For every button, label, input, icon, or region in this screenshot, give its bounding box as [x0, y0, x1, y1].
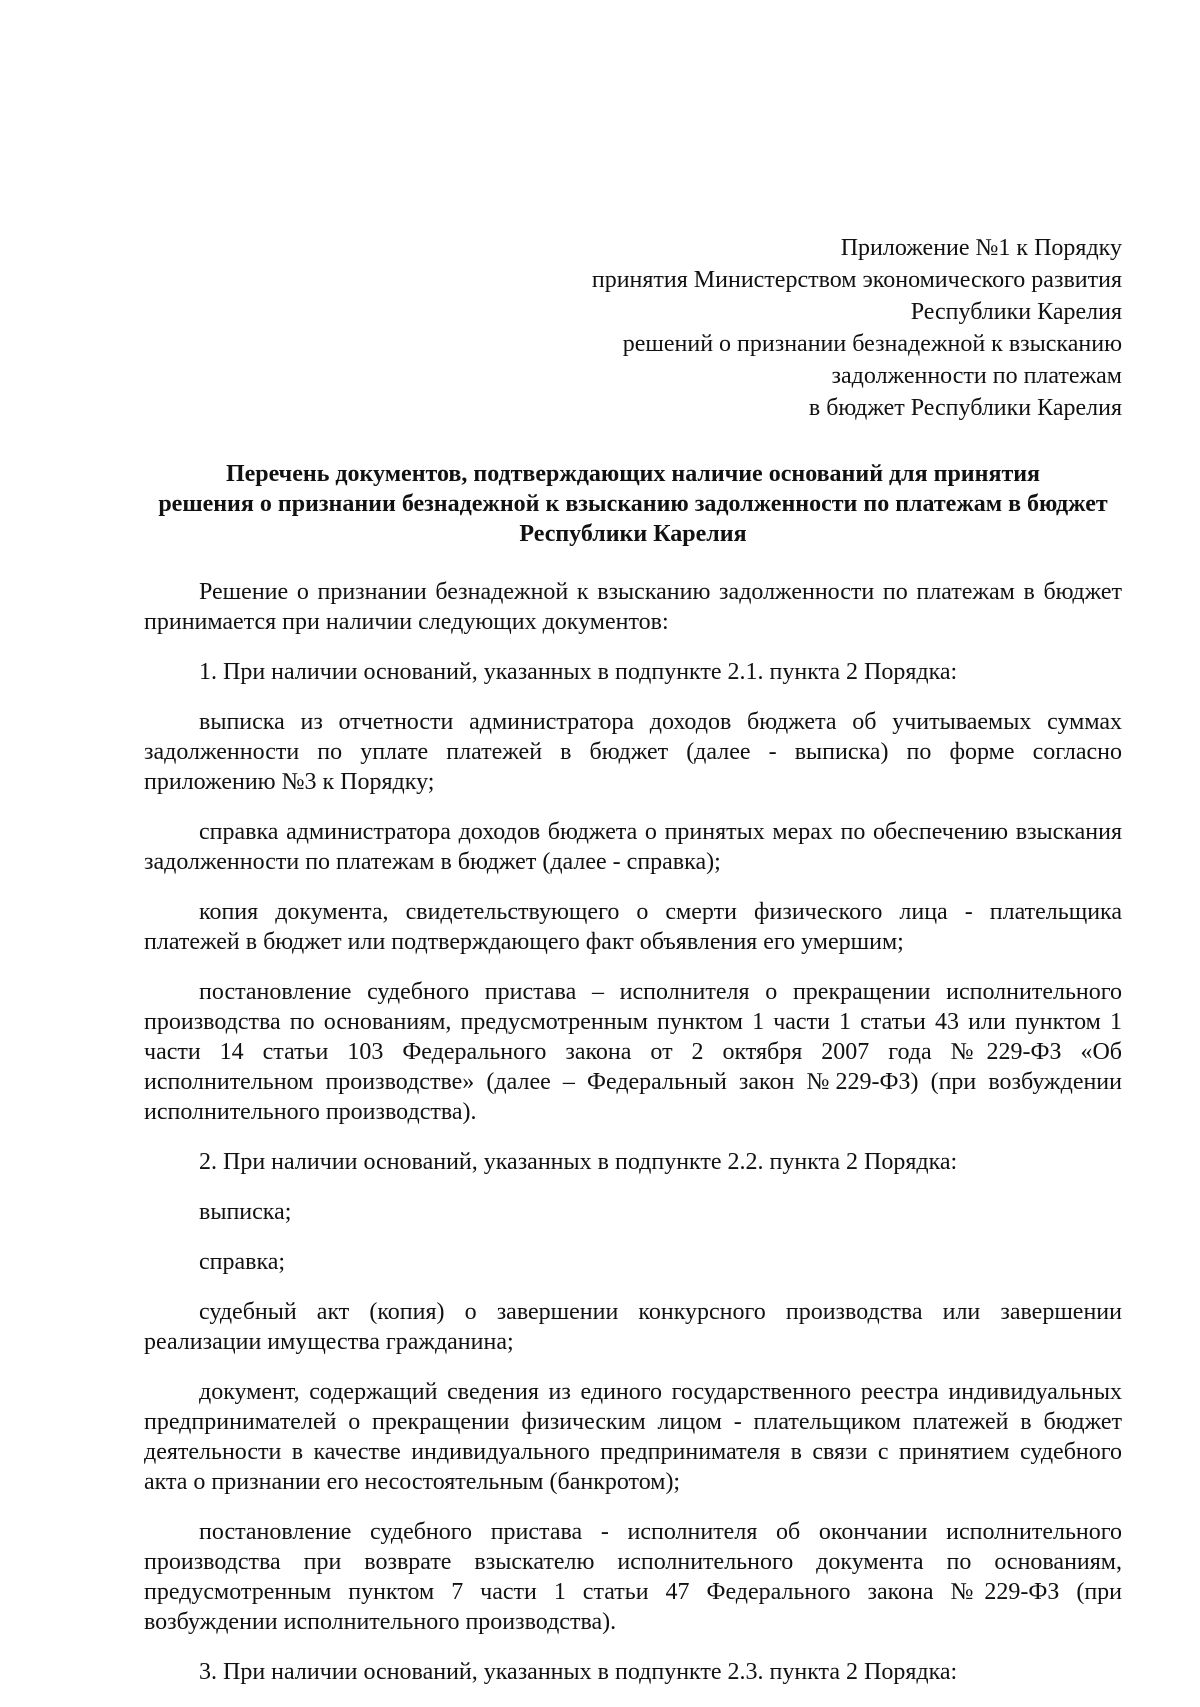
section-2-heading: 2. При наличии оснований, указанных в подпункте 2.2. пункта 2 Порядка:: [199, 1149, 958, 1175]
appendix-header-line: задолженности по платежам: [831, 363, 1122, 389]
list-item: документ, содержащий сведения из единого государственного реестра индивидуальных предпринимателей о прекращении физическим лицом - плательщиком платежей в бюджет деятельности в качестве индивидуального предпринимателя в связи с принятием судебного акта о признании его несостоятельным (банкротом);: [144, 1379, 1122, 1495]
list-item: постановление судебного пристава - исполнителя об окончании исполнительного производства при возврате взыскателю исполнительного документа по основаниям, предусмотренным пунктом 7 части 1 статьи 47 Федерального закона №229-ФЗ (при возбуждении исполнительного производства).: [144, 1519, 1122, 1635]
list-item: справка;: [199, 1249, 286, 1275]
document-title-line: Республики Карелия: [519, 521, 747, 547]
list-item: судебный акт (копия) о завершении конкурсного производства или завершении реализации имущества гражданина;: [144, 1299, 1122, 1355]
appendix-header: [144, 232, 1122, 424]
list-item: постановление судебного пристава – исполнителя о прекращении исполнительного производства по основаниям, предусмотренным пунктом 1 части 1 статьи 43 или пунктом 1 части 14 статьи 103 Федерального закона от 2 октября 2007 года №229-ФЗ «Об исполнительном производстве» (далее – Федеральный закон №229-ФЗ) (при возбуждении исполнительного производства).: [144, 979, 1122, 1125]
document-title-line: решения о признании безнадежной к взысканию задолженности по платежам в бюджет: [158, 491, 1108, 517]
document-title: [144, 459, 1122, 549]
document-page: [144, 232, 1122, 1707]
list-item: копия документа, свидетельствующего о смерти физического лица - плательщика платежей в бюджет или подтверждающего факт объявления его умершим;: [144, 899, 1122, 955]
appendix-header-line: Приложение №1 к Порядку: [840, 235, 1122, 261]
document-title-line: Перечень документов, подтверждающих наличие оснований для принятия: [225, 461, 1041, 487]
list-item: выписка;: [199, 1199, 292, 1225]
appendix-header-line: в бюджет Республики Карелия: [808, 395, 1122, 421]
list-item: справка администратора доходов бюджета о принятых мерах по обеспечению взыскания задолженности по платежам в бюджет (далее - справка);: [144, 819, 1122, 875]
section-3-heading: 3. При наличии оснований, указанных в подпункте 2.3. пункта 2 Порядка:: [199, 1659, 958, 1685]
document-body: [144, 577, 1122, 1687]
appendix-header-line: принятия Министерством экономического развития: [591, 267, 1122, 293]
list-item: выписка из отчетности администратора доходов бюджета об учитываемых суммах задолженности по уплате платежей в бюджет (далее - выписка) по форме согласно приложению №3 к Порядку;: [144, 709, 1122, 795]
section-1-heading: 1. При наличии оснований, указанных в подпункте 2.1. пункта 2 Порядка:: [199, 659, 958, 685]
appendix-header-line: Республики Карелия: [910, 299, 1122, 325]
appendix-header-line: решений о признании безнадежной к взысканию: [622, 331, 1122, 357]
intro-paragraph: Решение о признании безнадежной к взысканию задолженности по платежам в бюджет принимается при наличии следующих документов:: [144, 579, 1122, 635]
